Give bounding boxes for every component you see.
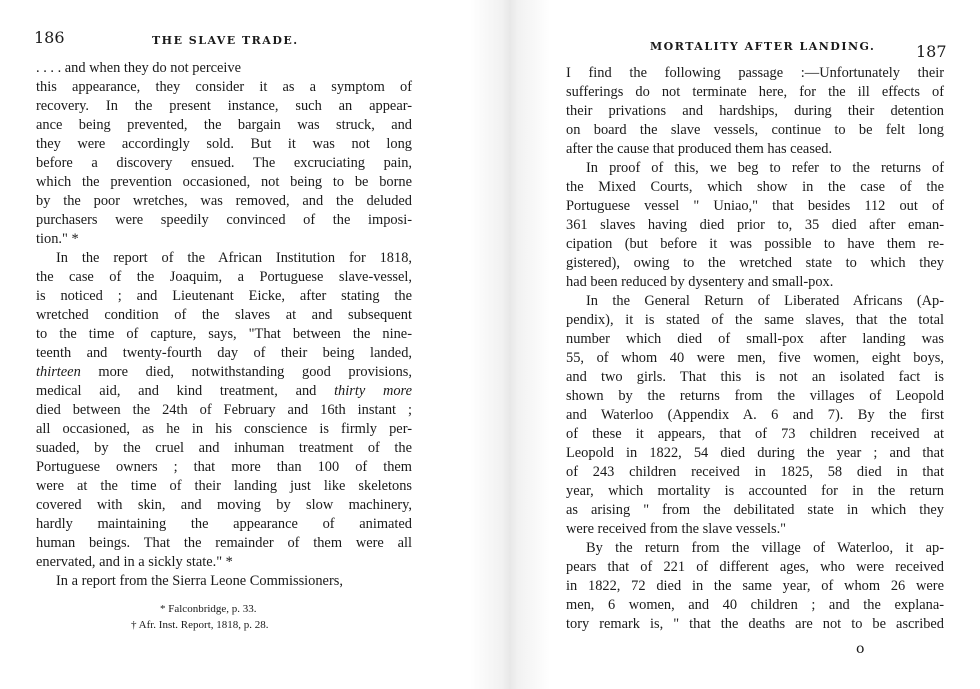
text-segment: In the General Return of Liberated Africans (Ap- <box>586 293 944 309</box>
text-line <box>566 64 944 83</box>
text-line <box>566 577 944 596</box>
text-segment: Leopold in 1822, 54 died during the year ; and that <box>566 445 944 461</box>
text-line <box>566 273 944 292</box>
text-segment: In a report from the Sierra Leone Commissioners, <box>56 573 343 589</box>
text-segment: men, 6 women, and 40 children ; and the explana- <box>566 597 944 613</box>
italic-text: thirteen <box>36 364 81 380</box>
text-segment: teenth and twenty-fourth day of their being landed, <box>36 345 412 361</box>
text-segment: human beings. That the remainder of them were all <box>36 535 412 551</box>
text-line <box>566 330 944 349</box>
text-segment: this appearance, they consider it as a symptom of <box>36 79 412 95</box>
text-line <box>36 287 412 306</box>
text-line <box>36 78 412 97</box>
text-segment: of 243 children received in 1825, 58 died in that <box>566 464 944 480</box>
text-segment: gistered), owing to the wretched state to which they <box>566 255 944 271</box>
text-line <box>36 382 412 401</box>
text-line <box>566 349 944 368</box>
text-line <box>566 140 944 159</box>
text-line <box>566 197 944 216</box>
text-segment: were at the time of their landing just like skeletons <box>36 478 412 494</box>
text-segment: In the report of the African Institution for 1818, <box>56 250 412 266</box>
text-line <box>566 235 944 254</box>
text-segment: Portuguese owners ; that more than 100 of them <box>36 459 412 475</box>
text-segment: medical aid, and kind treatment, and <box>36 383 335 399</box>
left-running-head: THE SLAVE TRADE. <box>152 34 299 47</box>
text-segment: cipation (but before it was possible to have them re- <box>566 236 944 252</box>
text-line <box>36 401 412 420</box>
text-line <box>566 121 944 140</box>
text-segment: their privations and hardships, during their detention <box>566 103 944 119</box>
right-running-head: MORTALITY AFTER LANDING. <box>650 40 876 53</box>
text-line <box>566 539 944 558</box>
text-segment: In proof of this, we beg to refer to the returns of <box>586 160 944 176</box>
footnote-2: † Afr. Inst. Report, 1818, p. 28. <box>131 619 269 631</box>
text-line <box>36 306 412 325</box>
text-segment: . . . . and when they do not perceive <box>36 60 242 76</box>
text-segment: and Waterloo (Appendix A. 6 and 7). By the first <box>566 407 944 423</box>
text-segment: had been reduced by dysentery and small-pox. <box>566 274 834 290</box>
text-line <box>36 477 412 496</box>
text-line <box>566 292 944 311</box>
text-segment: more died, notwithstanding good provisions, <box>80 364 412 380</box>
text-segment: tion." * <box>36 231 79 247</box>
text-line <box>566 596 944 615</box>
text-line <box>566 425 944 444</box>
text-line <box>566 83 944 102</box>
right-page-number: 187 <box>916 42 947 61</box>
text-segment: I find the following passage :—Unfortunately their <box>566 65 944 81</box>
text-line <box>36 572 412 591</box>
text-line <box>566 406 944 425</box>
text-line <box>36 458 412 477</box>
text-line <box>36 420 412 439</box>
text-segment: purchasers were speedily convinced of the imposi- <box>36 212 412 228</box>
text-line <box>566 520 944 539</box>
text-line <box>36 344 412 363</box>
text-segment: sufferings do not terminate here, for the ill effects of <box>566 84 944 100</box>
text-line <box>36 534 412 553</box>
text-segment: hardly maintaining the appearance of animated <box>36 516 412 532</box>
text-segment: as arising " from the debilitated state in which they <box>566 502 944 518</box>
text-segment: were received from the slave vessels." <box>566 521 787 537</box>
text-segment: wretched condition of the slaves at and subsequent <box>36 307 412 323</box>
text-line <box>36 325 412 344</box>
text-line <box>566 501 944 520</box>
text-line <box>36 97 412 116</box>
text-line <box>36 135 412 154</box>
text-line <box>566 387 944 406</box>
signature-mark: o <box>856 641 865 657</box>
text-line <box>566 254 944 273</box>
text-line <box>36 553 412 572</box>
footnote-1: * Falconbridge, p. 33. <box>160 603 257 615</box>
text-line <box>36 496 412 515</box>
text-segment: which the prevention occasioned, not being to be borne <box>36 174 412 190</box>
text-segment: number which died of small-pox after landing was <box>566 331 944 347</box>
text-segment: and two girls. That this is not an isolated fact is <box>566 369 944 385</box>
text-line <box>566 159 944 178</box>
text-segment: 55, of whom 40 were men, five women, eight boys, <box>566 350 944 366</box>
text-segment: after the cause that produced them has ceased. <box>566 141 833 157</box>
text-line <box>36 211 412 230</box>
text-segment: on board the slave vessels, continue to be felt long <box>566 122 944 138</box>
text-line <box>36 173 412 192</box>
text-segment: by the poor wretches, was removed, and the deluded <box>36 193 412 209</box>
text-line <box>36 59 412 78</box>
text-line <box>566 615 944 634</box>
text-segment: tory remark is, " that the deaths are not to be ascribed <box>566 616 944 632</box>
text-segment: enervated, and in a sickly state." * <box>36 554 233 570</box>
text-line <box>36 515 412 534</box>
text-segment: died between the 24th of February and 16th instant ; <box>36 402 412 418</box>
italic-text: thirty more <box>334 383 412 399</box>
text-line <box>36 230 412 249</box>
text-line <box>36 268 412 287</box>
text-line <box>36 249 412 268</box>
text-segment: pendix), it is stated of the same slaves, that the total <box>566 312 944 328</box>
text-line <box>566 178 944 197</box>
text-line <box>566 482 944 501</box>
text-segment: covered with skin, and moving by slow machinery, <box>36 497 412 513</box>
text-line <box>566 444 944 463</box>
text-line <box>566 558 944 577</box>
text-line <box>36 363 412 382</box>
text-segment: pears that of 221 of different ages, who were received <box>566 559 944 575</box>
text-line <box>566 368 944 387</box>
text-segment: they were accordingly sold. But it was not long <box>36 136 412 152</box>
text-segment: of these it appears, that of 73 children received at <box>566 426 944 442</box>
text-segment: shown by the returns from the villages of Leopold <box>566 388 944 404</box>
text-segment: to the time of capture, says, "That between the nine- <box>36 326 412 342</box>
text-segment: the Mixed Courts, which show in the case of the <box>566 179 944 195</box>
text-line <box>36 439 412 458</box>
text-line <box>36 192 412 211</box>
text-segment: in 1822, 72 died in the same year, of whom 26 were <box>566 578 944 594</box>
text-segment: the case of the Joaquim, a Portuguese slave-vessel, <box>36 269 412 285</box>
text-segment: Portuguese vessel " Uniao," that besides 112 out of <box>566 198 944 214</box>
text-line <box>566 463 944 482</box>
left-page-number: 186 <box>34 28 65 47</box>
text-segment: ance being prevented, the bargain was struck, and <box>36 117 412 133</box>
text-segment: 361 slaves having died prior to, 35 died after eman- <box>566 217 944 233</box>
text-line <box>566 216 944 235</box>
text-segment: before a discovery ensued. The excruciating pain, <box>36 155 412 171</box>
text-line <box>36 154 412 173</box>
text-segment: is noticed ; and Lieutenant Eicke, after stating the <box>36 288 412 304</box>
text-segment: all occasioned, as he in his conscience is firmly per- <box>36 421 412 437</box>
text-segment: recovery. In the present instance, such an appear- <box>36 98 412 114</box>
text-line <box>566 102 944 121</box>
text-segment: By the return from the village of Waterloo, it ap- <box>586 540 944 556</box>
right-page <box>490 0 980 689</box>
text-segment: year, which mortality is accounted for in the return <box>566 483 944 499</box>
text-segment: suaded, by the cruel and inhuman treatment of the <box>36 440 412 456</box>
text-line <box>36 116 412 135</box>
text-line <box>566 311 944 330</box>
